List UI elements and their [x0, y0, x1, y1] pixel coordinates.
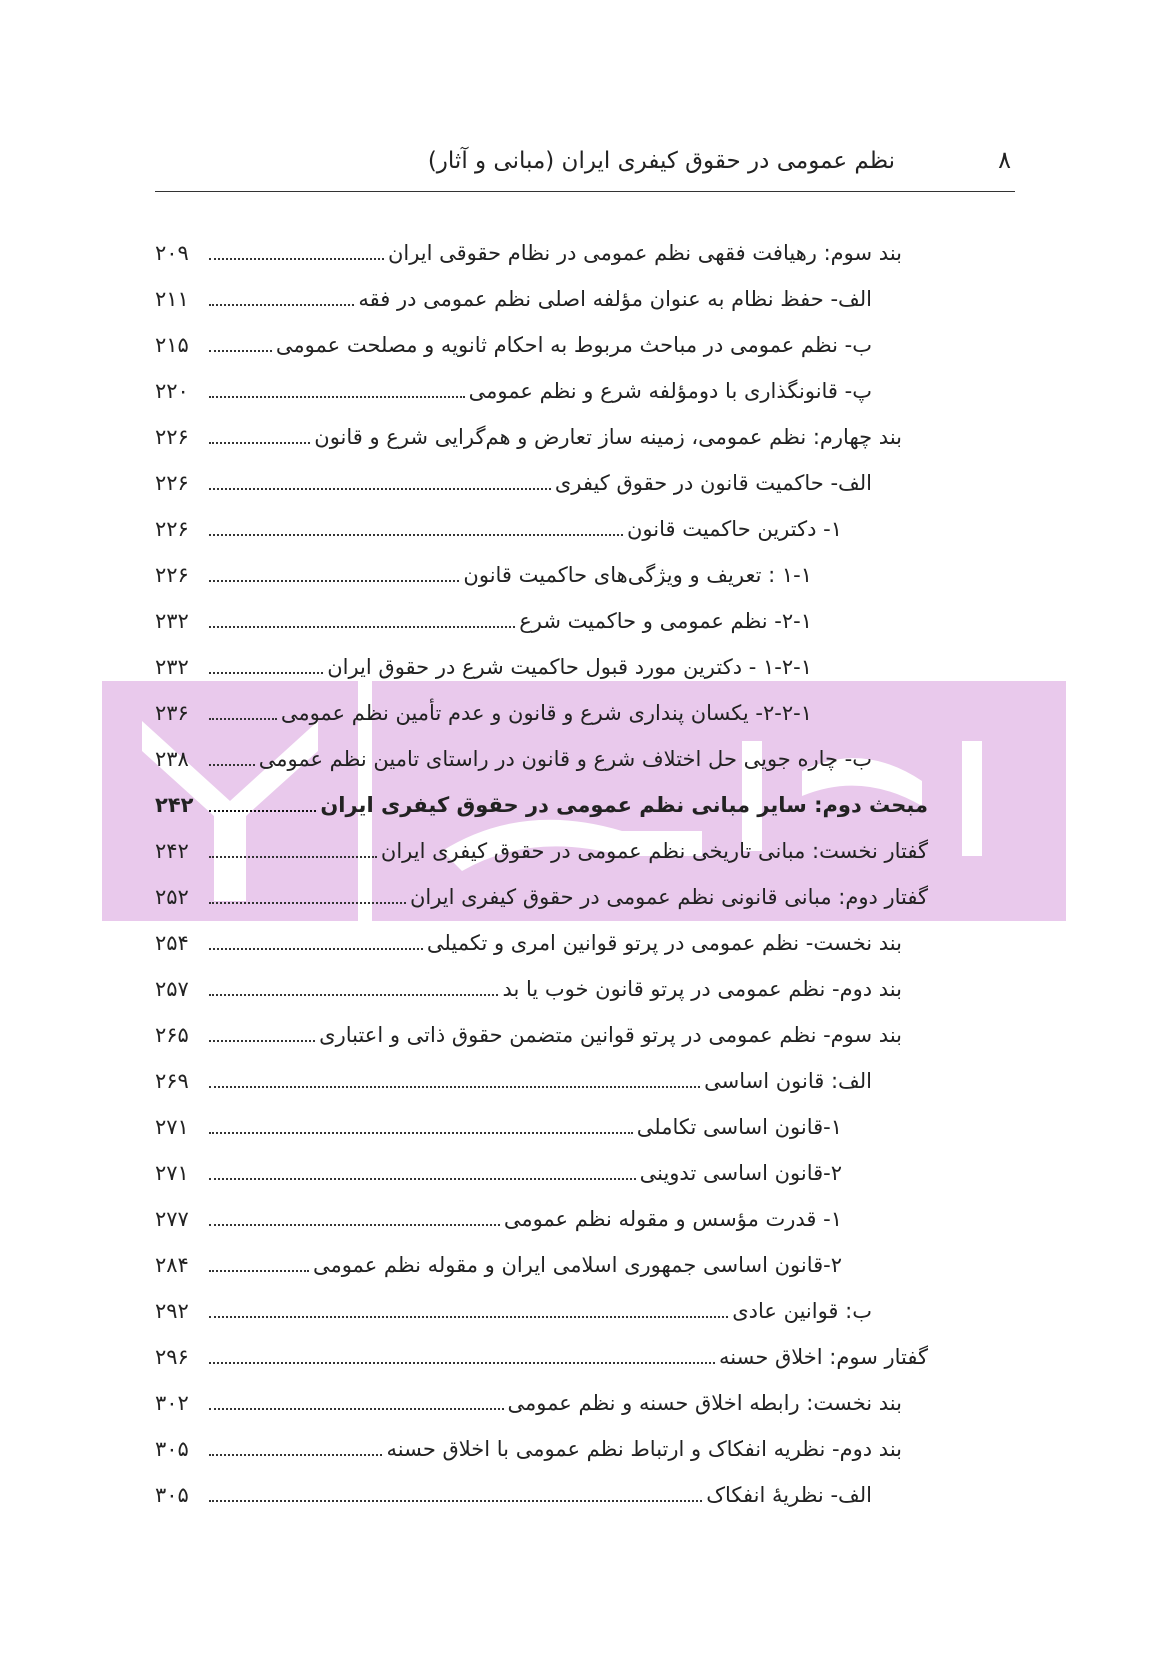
toc-leader-dots [209, 717, 277, 720]
toc-leader-dots [209, 1223, 500, 1226]
toc-leader-dots [209, 855, 377, 858]
toc-entry [0, 866, 1166, 912]
toc-entry-page: ۲۷۱ [155, 1115, 189, 1139]
toc-entry-page: ۲۲۶ [155, 425, 189, 449]
toc-entry-page: ۲۳۲ [155, 609, 189, 633]
toc-entry-page: ۲۵۴ [155, 931, 189, 955]
toc-entry-page: ۲۳۶ [155, 701, 189, 725]
toc-leader-dots [209, 1315, 728, 1318]
toc-entry [0, 682, 1166, 728]
toc-entry-page: ۲۳۸ [155, 747, 189, 771]
toc-leader-dots [209, 1177, 636, 1180]
toc-entry-page: ۳۰۵ [155, 1437, 189, 1461]
toc-leader-dots [209, 303, 354, 306]
toc-leader-dots [209, 1269, 309, 1272]
running-title: نظم عمومی در حقوق کیفری ایران (مبانی و آثار) [427, 148, 895, 174]
toc-entry-page: ۲۱۵ [155, 333, 189, 357]
toc-entry [0, 452, 1166, 498]
toc-entry-title: گفتار دوم: مبانی قانونی نظم عمومی در حقوق کیفری ایران [409, 885, 928, 909]
toc-entry-page: ۲۷۱ [155, 1161, 189, 1185]
toc-leader-dots [209, 395, 465, 398]
toc-entry [0, 912, 1166, 958]
toc-leader-dots [209, 1499, 702, 1502]
toc-entry [0, 1050, 1166, 1096]
toc-leader-dots [209, 993, 498, 996]
toc-entry-title: ۱-۲-۱ - دکترین مورد قبول حاکمیت شرع در حقوق ایران [327, 655, 812, 679]
toc-entry-page: ۳۰۲ [155, 1391, 189, 1415]
toc-entry [0, 728, 1166, 774]
toc-entry [0, 360, 1166, 406]
toc-entry-page: ۲۷۷ [155, 1207, 189, 1231]
toc-entry [0, 1464, 1166, 1510]
toc-entry-title: مبحث دوم: سایر مبانی نظم عمومی در حقوق کیفری ایران [320, 793, 928, 817]
toc-entry-title: الف- حفظ نظام به عنوان مؤلفه اصلی نظم عمومی در فقه [358, 287, 872, 311]
toc-entry-title: بند سوم- نظم عمومی در پرتو قوانین متضمن حقوق ذاتی و اعتباری [319, 1023, 902, 1047]
toc-leader-dots [209, 901, 406, 904]
page-number: ۸ [998, 146, 1011, 174]
toc-entry-page: ۳۰۵ [155, 1483, 189, 1507]
toc-entry-title: گفتار نخست: مبانی تاریخی نظم عمومی در حقوق کیفری ایران [380, 839, 928, 863]
toc-leader-dots [209, 947, 423, 950]
toc-entry-title: الف: قانون اساسی [704, 1069, 872, 1093]
toc-entry-title: پ- قانونگذاری با دومؤلفه شرع و نظم عمومی [468, 379, 872, 403]
toc-entry [0, 544, 1166, 590]
toc-leader-dots [209, 579, 459, 582]
toc-entry-title: ۱-قانون اساسی تکاملی [636, 1115, 842, 1139]
toc-entry-title: ۲-قانون اساسی جمهوری اسلامی ایران و مقوله نظم عمومی [312, 1253, 842, 1277]
toc-entry-title: ۱-۱ : تعریف و ویژگی‌های حاکمیت قانون [463, 563, 812, 587]
toc-entry-page: ۲۵۲ [155, 885, 189, 909]
toc-entry [0, 590, 1166, 636]
toc-entry-title: ۱- قدرت مؤسس و مقوله نظم عمومی [503, 1207, 842, 1231]
toc-entry-title: بند سوم: رهیافت فقهی نظم عمومی در نظام حقوقی ایران [387, 241, 902, 265]
toc-leader-dots [209, 487, 551, 490]
toc-entry-page: ۲۲۶ [155, 517, 189, 541]
toc-entry-page: ۲۲۶ [155, 563, 189, 587]
toc-entry [0, 1326, 1166, 1372]
toc-entry-title: الف- حاکمیت قانون در حقوق کیفری [554, 471, 872, 495]
toc-entry-page: ۲۸۴ [155, 1253, 189, 1277]
toc-entry-title: ب- نظم عمومی در مباحث مربوط به احکام ثانویه و مصلحت عمومی [275, 333, 872, 357]
toc-entry-title: ب- چاره جویی حل اختلاف شرع و قانون در راستای تامین نظم عمومی [258, 747, 872, 771]
toc-leader-dots [209, 1453, 382, 1456]
toc-leader-dots [209, 625, 515, 628]
toc-entry-page: ۲۹۲ [155, 1299, 189, 1323]
toc-entry-page: ۲۹۶ [155, 1345, 189, 1369]
toc-entry-title: گفتار سوم: اخلاق حسنه [719, 1345, 928, 1369]
toc-entry [0, 636, 1166, 682]
toc-entry-title: بند نخست- نظم عمومی در پرتو قوانین امری و تکمیلی [426, 931, 902, 955]
toc-entry-title: بند دوم- نظم عمومی در پرتو قانون خوب یا بد [502, 977, 902, 1001]
toc-leader-dots [209, 1407, 504, 1410]
toc-entry-title: الف- نظریهٔ انفکاک [706, 1483, 872, 1507]
toc-entry [0, 406, 1166, 452]
toc-entry-page: ۲۴۲ [155, 793, 194, 817]
toc-entry-title: بند چهارم: نظم عمومی، زمینه ساز تعارض و هم‌گرایی شرع و قانون [314, 425, 902, 449]
toc-entry-page: ۲۲۰ [155, 379, 189, 403]
toc-entry-title: بند دوم- نظریه انفکاک و ارتباط نظم عمومی با اخلاق حسنه [386, 1437, 902, 1461]
toc-entry [0, 820, 1166, 866]
toc-leader-dots [209, 763, 255, 766]
toc-leader-dots [209, 671, 323, 674]
toc-entry-page: ۲۵۷ [155, 977, 189, 1001]
toc-leader-dots [209, 349, 272, 352]
toc-entry [0, 1418, 1166, 1464]
toc-entry [0, 1142, 1166, 1188]
toc-entry [0, 1188, 1166, 1234]
toc-leader-dots [209, 441, 310, 444]
toc-entry [0, 1004, 1166, 1050]
toc-entry [0, 1096, 1166, 1142]
toc-leader-dots [209, 809, 316, 812]
toc-entry [0, 1372, 1166, 1418]
toc-entry-page: ۲۳۲ [155, 655, 189, 679]
toc-entry-title: ۲-۲-۱- یکسان پنداری شرع و قانون و عدم تأمین نظم عمومی [280, 701, 812, 725]
toc-entry [0, 314, 1166, 360]
toc-entry-title: ب: قوانین عادی [732, 1299, 872, 1323]
toc-entry-page: ۲۶۵ [155, 1023, 189, 1047]
toc-entry-title: ۲-قانون اساسی تدوینی [639, 1161, 842, 1185]
toc-entry-title: بند نخست: رابطه اخلاق حسنه و نظم عمومی [507, 1391, 902, 1415]
page-header [155, 142, 1015, 192]
toc-entry [0, 958, 1166, 1004]
toc-leader-dots [209, 1131, 633, 1134]
toc-entry-page: ۲۶۹ [155, 1069, 189, 1093]
toc-entry-page: ۲۰۹ [155, 241, 189, 265]
toc-entry [0, 498, 1166, 544]
toc-entry-page: ۲۲۶ [155, 471, 189, 495]
toc-leader-dots [209, 1085, 700, 1088]
toc-entry [0, 1234, 1166, 1280]
toc-entry-page: ۲۴۲ [155, 839, 189, 863]
toc-entry [0, 222, 1166, 268]
toc-entry-page: ۲۱۱ [155, 287, 189, 311]
toc-leader-dots [209, 1361, 715, 1364]
table-of-contents [0, 222, 1166, 1510]
toc-entry [0, 774, 1166, 820]
toc-entry-title: ۲-۱- نظم عمومی و حاکمیت شرع [519, 609, 812, 633]
toc-leader-dots [209, 257, 384, 260]
toc-leader-dots [209, 533, 623, 536]
toc-leader-dots [209, 1039, 315, 1042]
toc-entry [0, 268, 1166, 314]
toc-entry-title: ۱- دکترین حاکمیت قانون [626, 517, 842, 541]
toc-entry [0, 1280, 1166, 1326]
